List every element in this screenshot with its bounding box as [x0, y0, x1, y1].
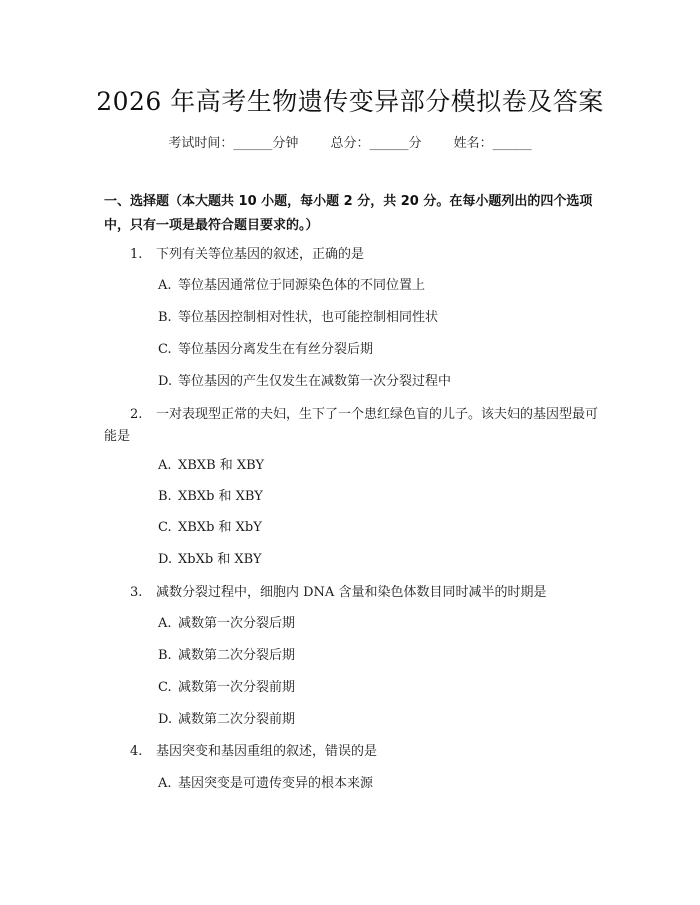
- question-1: [104, 244, 604, 266]
- option-letter: A.: [158, 616, 172, 631]
- question-3-option-a: [158, 614, 295, 634]
- option-letter: A.: [158, 776, 172, 791]
- option-text: XbXb 和 XBY: [178, 552, 262, 567]
- option-letter: C.: [158, 680, 172, 695]
- question-2-option-d: [158, 550, 262, 570]
- option-text: 等位基因分离发生在有丝分裂后期: [178, 342, 374, 357]
- exam-score: 总分：______分: [330, 136, 422, 151]
- question-3: [104, 582, 604, 604]
- option-text: 等位基因的产生仅发生在减数第一次分裂过程中: [178, 374, 452, 389]
- option-letter: A.: [158, 278, 172, 293]
- question-1-option-d: [158, 372, 451, 392]
- option-text: XBXb 和 XbY: [178, 520, 262, 535]
- option-letter: B.: [158, 310, 172, 325]
- section-heading: 一、选择题（本大题共 10 小题，每小题 2 分，共 20 分。在每小题列出的四个选项中，只有一项是最符合题目要求的。）: [104, 194, 593, 233]
- question-text: 下列有关等位基因的叙述，正确的是: [156, 247, 365, 262]
- question-3-option-c: [158, 678, 295, 698]
- option-text: XBXb 和 XBY: [178, 489, 263, 504]
- question-1-option-b: [158, 308, 438, 328]
- question-2: [104, 404, 604, 448]
- exam-name: 姓名：______: [453, 136, 532, 151]
- option-text: 减数第二次分裂后期: [178, 648, 296, 663]
- question-text: 减数分裂过程中，细胞内 DNA 含量和染色体数目同时减半的时期是: [156, 585, 547, 600]
- exam-meta: [0, 132, 700, 151]
- option-letter: B.: [158, 489, 172, 504]
- question-number: 4.: [130, 744, 143, 759]
- question-number: 3.: [130, 585, 143, 600]
- question-4: [104, 741, 604, 763]
- option-letter: D.: [158, 552, 173, 567]
- option-text: 减数第一次分裂后期: [178, 616, 296, 631]
- option-text: 等位基因通常位于同源染色体的不同位置上: [178, 278, 426, 293]
- question-3-option-b: [158, 646, 295, 666]
- question-1-option-a: [158, 276, 425, 296]
- option-letter: B.: [158, 648, 172, 663]
- exam-time: 考试时间：______分钟: [168, 136, 299, 151]
- option-letter: D.: [158, 374, 173, 389]
- option-text: 减数第二次分裂前期: [178, 712, 296, 727]
- question-2-option-b: [158, 487, 263, 507]
- question-2-option-a: [158, 456, 264, 476]
- question-4-option-a: [158, 774, 373, 794]
- question-1-option-c: [158, 340, 373, 360]
- option-letter: A.: [158, 458, 172, 473]
- option-letter: C.: [158, 342, 172, 357]
- option-letter: D.: [158, 712, 173, 727]
- option-text: 基因突变是可遗传变异的根本来源: [178, 776, 374, 791]
- page-title: 2026 年高考生物遗传变异部分模拟卷及答案: [96, 87, 604, 116]
- option-text: 等位基因控制相对性状，也可能控制相同性状: [178, 310, 439, 325]
- question-text: 基因突变和基因重组的叙述，错误的是: [156, 744, 378, 759]
- option-letter: C.: [158, 520, 172, 535]
- question-3-option-d: [158, 710, 295, 730]
- question-text: 一对表现型正常的夫妇，生下了一个患红绿色盲的儿子。该夫妇的基因型最可能是: [104, 407, 599, 444]
- option-text: 减数第一次分裂前期: [178, 680, 296, 695]
- question-number: 2.: [130, 407, 143, 422]
- question-number: 1.: [130, 247, 143, 262]
- option-text: XBXB 和 XBY: [178, 458, 265, 473]
- question-2-option-c: [158, 518, 262, 538]
